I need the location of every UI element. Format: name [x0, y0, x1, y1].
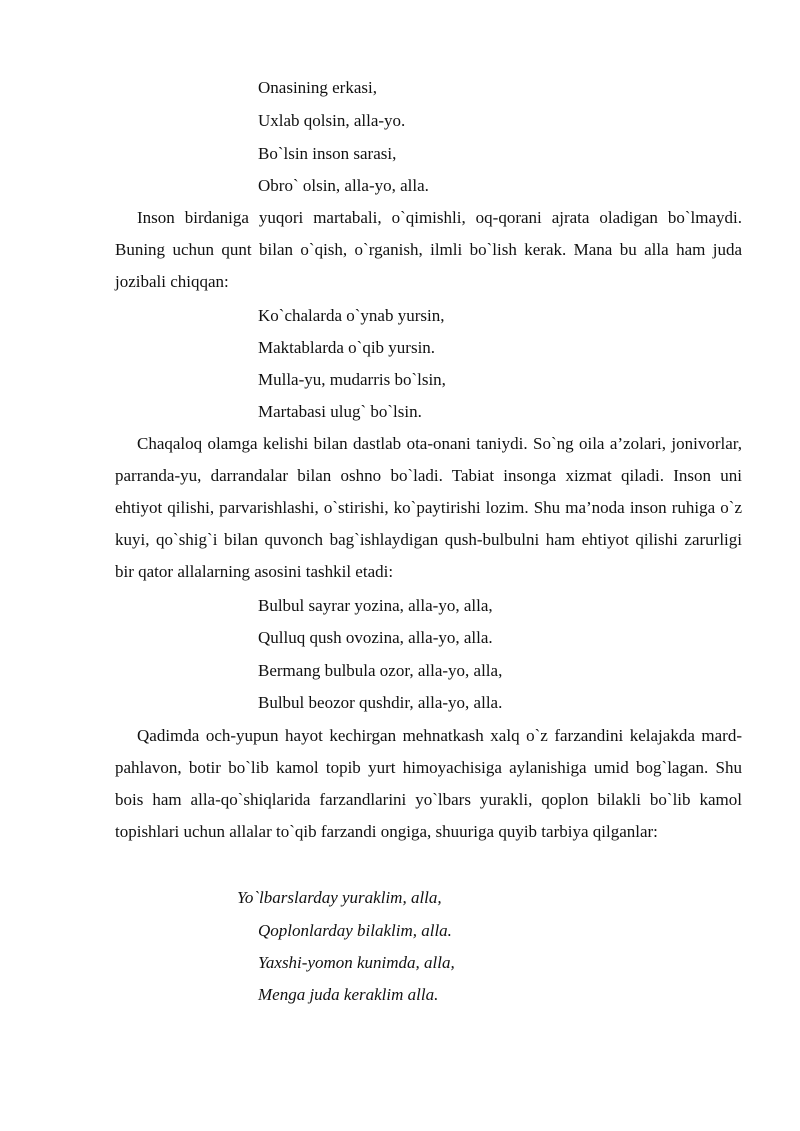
- body-paragraph: Inson birdaniga yuqori martabali, o`qimishli, oq-qorani ajrata oladigan bo`lmaydi. Buning uchun qunt bilan o`qish, o`rganish, ilmli bo`lish kerak. Mana bu alla ham juda jozibali chiqqan:: [115, 208, 742, 291]
- verse-line: Obro` olsin, alla-yo, alla.: [258, 176, 429, 195]
- verse-line: Ko`chalarda o`ynab yursin,: [258, 306, 445, 325]
- verse-line: Mulla-yu, mudarris bo`lsin,: [258, 370, 446, 389]
- body-paragraph: Chaqaloq olamga kelishi bilan dastlab ota-onani taniydi. So`ng oila a’zolari, jonivorlar, parranda-yu, darrandalar bilan oshno bo`ladi. Tabiat insonga xizmat qiladi. Inson uni ehtiyot qilishi, parvarishlashi, o`stirishi, ko`paytirishi lozim. Shu ma’noda inson ruhiga o`z kuyi, qo`shig`i bilan quvonch bag`ishlaydigan qush-bulbulni ham ehtiyot qilishi zarurligi bir qator allalarning asosini tashkil etadi:: [115, 434, 742, 581]
- verse-line: Yaxshi-yomon kunimda, alla,: [258, 953, 455, 972]
- verse-line: Onasining erkasi,: [258, 78, 377, 97]
- verse-line: Qulluq qush ovozina, alla-yo, alla.: [258, 628, 493, 647]
- verse-line: Bo`lsin inson sarasi,: [258, 144, 397, 163]
- verse-line: Qoplonlarday bilaklim, alla.: [258, 921, 452, 940]
- body-paragraph: Qadimda och-yupun hayot kechirgan mehnatkash xalq o`z farzandini kelajakda mard-pahlavon, botir bo`lib kamol topib yurt himoyachisiga aylanishiga umid bog`lagan. Shu bois ham alla-qo`shiqlarida farzandlarini yo`lbars yurakli, qoplon bilakli bo`lib kamol topishlari uchun allalar to`qib farzandi ongiga, shuuriga quyib tarbiya qilganlar:: [115, 726, 742, 841]
- verse-line: Bulbul beozor qushdir, alla-yo, alla.: [258, 693, 503, 712]
- verse-line: Yo`lbarslarday yuraklim, alla,: [237, 888, 442, 907]
- verse-line: Menga juda keraklim alla.: [258, 985, 439, 1004]
- verse-line: Bermang bulbula ozor, alla-yo, alla,: [258, 661, 503, 680]
- verse-line: Uxlab qolsin, alla-yo.: [258, 111, 406, 130]
- verse-line: Maktablarda o`qib yursin.: [258, 338, 436, 357]
- verse-line: Bulbul sayrar yozina, alla-yo, alla,: [258, 596, 493, 615]
- verse-line: Martabasi ulug` bo`lsin.: [258, 402, 422, 421]
